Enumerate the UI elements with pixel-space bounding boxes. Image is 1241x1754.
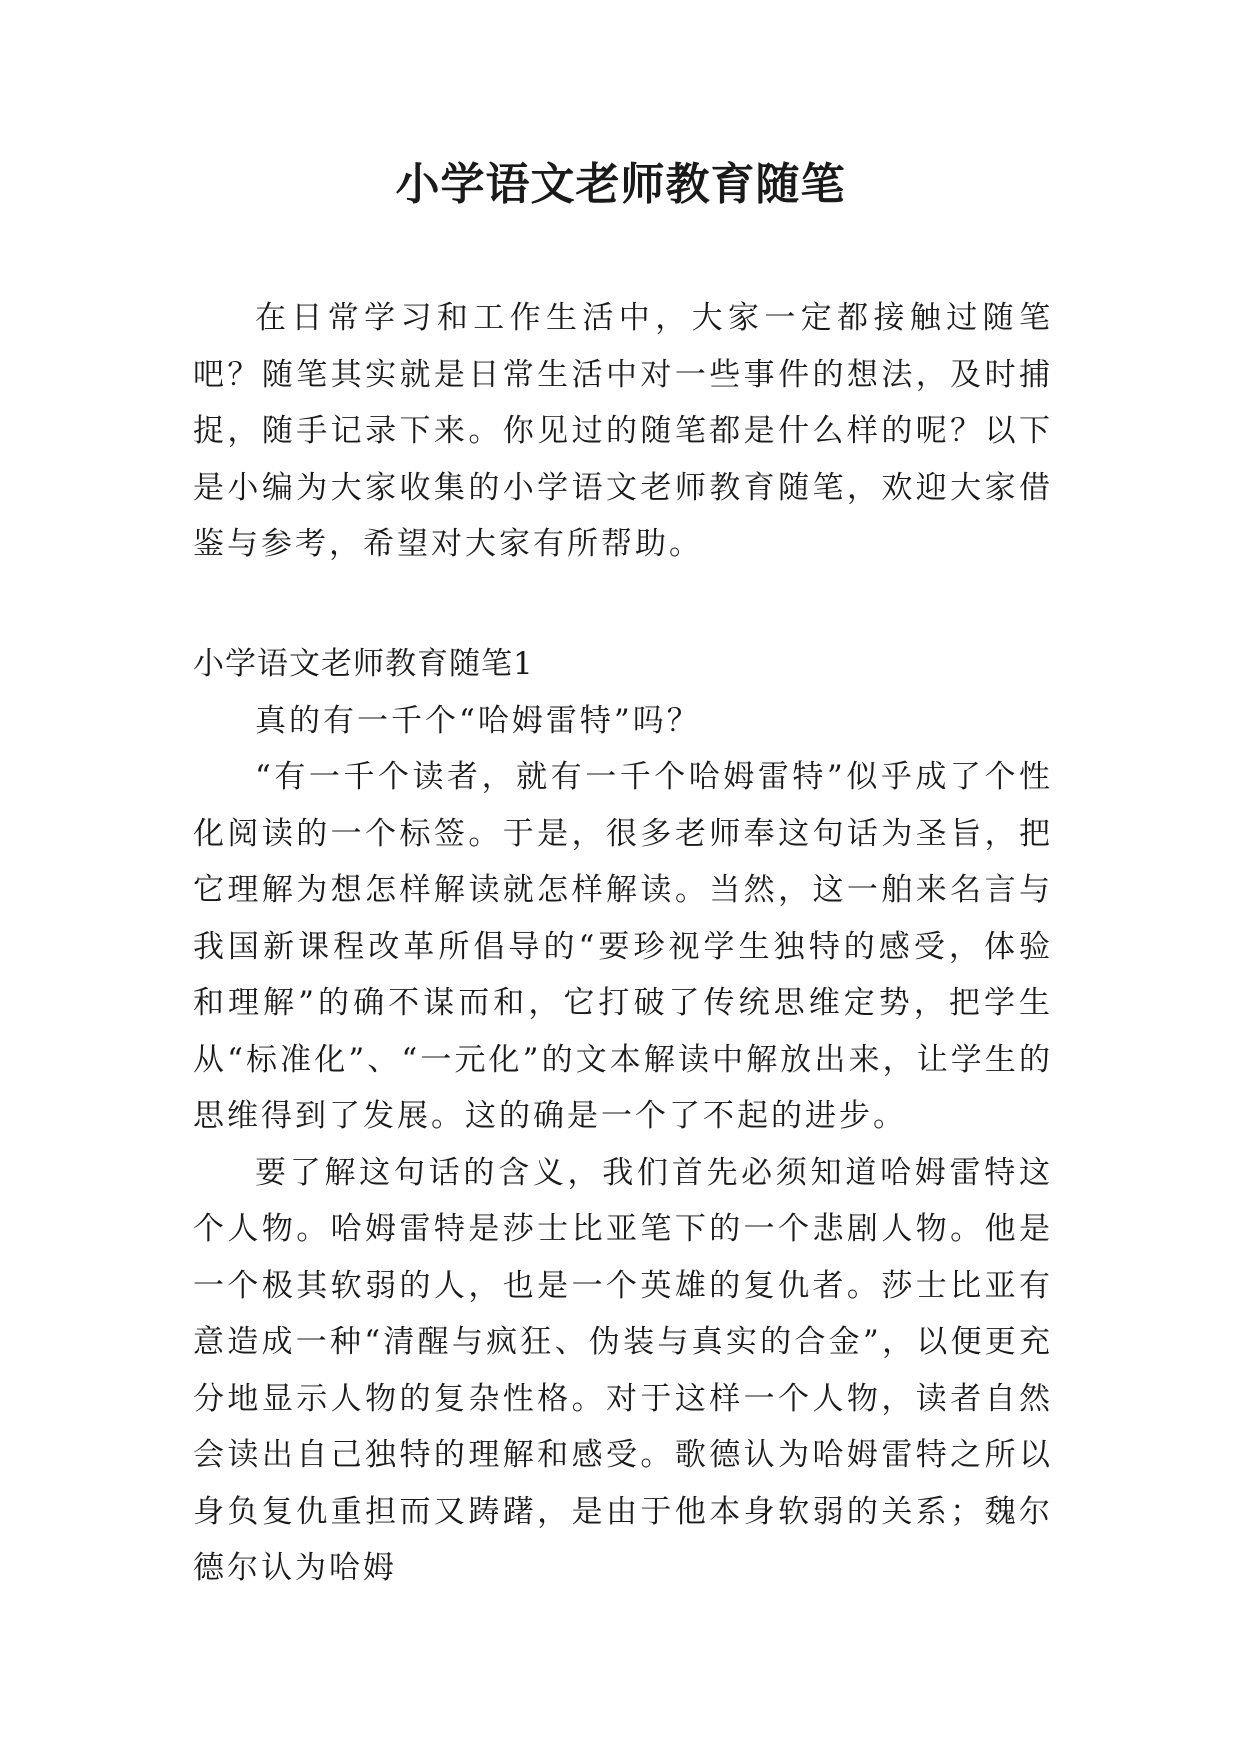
intro-paragraph: 在日常学习和工作生活中，大家一定都接触过随笔吧？随笔其实就是日常生活中对一些事件的想法，及时捕捉，随手记录下来。你见过的随笔都是什么样的呢？以下是小编为大家收集的小学语文老师教育随笔，欢迎大家借鉴与参考，希望对大家有所帮助。 (193, 300, 1053, 562)
intro-block (193, 290, 1053, 573)
section-paragraph: “有一千个读者，就有一千个哈姆雷特”似乎成了个性化阅读的一个标签。于是，很多老师奉这句话为圣旨，把它理解为想怎样解读就怎样解读。当然，这一舶来名言与我国新课程改革所倡导的“要珍视学生独特的感受，体验和理解”的确不谋而和，它打破了传统思维定势，把学生从“标准化”、“一元化”的文本解读中解放出来，让学生的思维得到了发展。这的确是一个了不起的进步。 (193, 759, 1053, 1134)
section-paragraph: 要了解这句话的含义，我们首先必须知道哈姆雷特这个人物。哈姆雷特是莎士比亚笔下的一个悲剧人物。他是一个极其软弱的人，也是一个英雄的复仇者。莎士比亚有意造成一种“清醒与疯狂、伪装与真实的合金”，以便更充分地显示人物的复杂性格。对于这样一个人物，读者自然会读出自己独特的理解和感受。歌德认为哈姆雷特之所以身负复仇重担而又踌躇，是由于他本身软弱的关系；魏尔德尔认为哈姆 (193, 1154, 1053, 1586)
document-title: 小学语文老师教育随笔 (395, 159, 846, 210)
section-heading: 小学语文老师教育随笔1 (193, 646, 534, 682)
section-1 (193, 636, 1053, 1597)
section-subtitle: 真的有一千个“哈姆雷特”吗？ (255, 702, 701, 739)
